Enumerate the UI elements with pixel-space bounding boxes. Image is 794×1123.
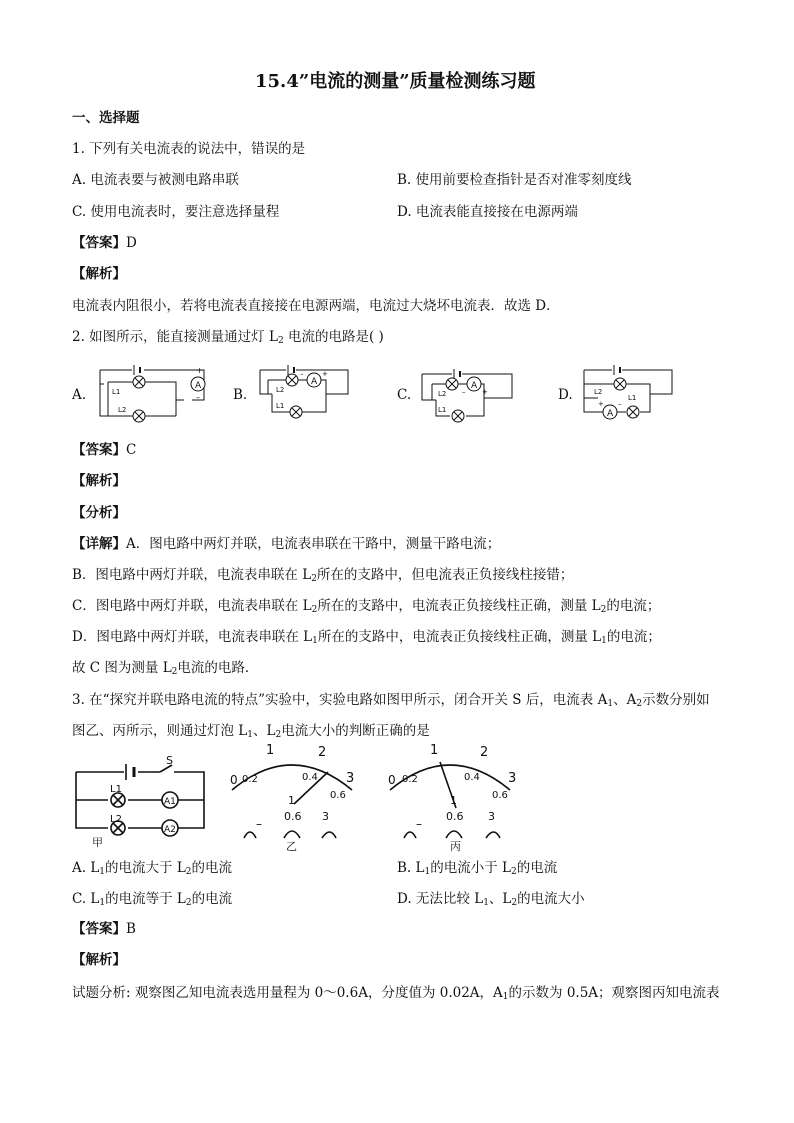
detail-text: 电流的电路． [177, 660, 259, 676]
q1-analysis-label: 【解析】 [72, 266, 126, 282]
ammeter-icon [467, 377, 481, 391]
subscript: 2 [185, 898, 192, 908]
terminal-plus-label: + [482, 388, 488, 396]
detail-text: 的电流； [606, 598, 661, 614]
q1-analysis: 电流表内阻很小，若将电流表直接接在电源两端，电流过大烧坏电流表．故选 D． [72, 298, 560, 314]
scale-label: 2 [318, 745, 327, 760]
scale-label: 3 [346, 771, 355, 786]
option-text: 的电流 [191, 891, 233, 907]
answer-label: 【答案】 [72, 442, 126, 458]
lamp-icon [446, 378, 458, 390]
subscript: 2 [275, 730, 282, 740]
q1-option-c: C. 使用电流表时，要注意选择量程 [72, 204, 280, 220]
q1-option-d: D. 电流表能直接接在电源两端 [397, 204, 578, 220]
lamp-icon [290, 406, 302, 418]
q3-stem-text: 、L [253, 723, 276, 739]
ammeter-label: A [311, 377, 318, 387]
q3-stem-text: 图乙、丙所示，则通过灯泡 L [72, 723, 248, 739]
lamp-icon [614, 378, 626, 390]
circuit-diagram-d [580, 360, 680, 426]
terminal-plus-label: + [196, 366, 203, 375]
ammeter-label: A [195, 381, 202, 391]
subscript: 1 [312, 636, 318, 646]
lamp-l2-label: L2 [110, 814, 122, 825]
q3-stem-text: 3. 在“探究并联电路电流的特点”实验中，实验电路如图甲所示，闭合开关 S 后，电流表 A [72, 692, 608, 708]
lamp-l2-label: L2 [438, 390, 447, 398]
q2-option-a-label: A. [72, 387, 87, 403]
detail-text: B．图电路中两灯并联，电流表串联在 L [72, 567, 312, 583]
scale-label: 1 [266, 743, 275, 758]
q3-analysis-label: 【解析】 [72, 952, 126, 968]
figure-yi-caption: 乙 [286, 840, 297, 853]
subscript: 1 [424, 867, 431, 877]
ammeter-icon [603, 405, 617, 419]
q2-fenxi-label: 【分析】 [72, 505, 126, 521]
scale-label: 0.6 [330, 790, 346, 801]
subscript: 2 [600, 605, 607, 615]
lamp-l1-label: L1 [628, 394, 637, 402]
q3-option-a [72, 859, 232, 877]
subscript: 2 [636, 699, 643, 709]
answer-value: B [126, 921, 136, 937]
section-heading: 一、选择题 [72, 110, 140, 126]
q3-stem-line1 [72, 691, 710, 709]
scale-label: 1 [450, 794, 457, 807]
terminal-plus-label: + [598, 400, 604, 408]
q1-option-a: A. 电流表要与被测电路串联 [72, 172, 239, 188]
circuit-diagram-b [256, 360, 356, 426]
scale-label: 1 [288, 794, 295, 807]
terminal-3-label: 3 [488, 810, 495, 823]
ammeter-dial-yi [222, 742, 362, 854]
q3-stem-text: 、A [613, 692, 637, 708]
terminal-minus-label: – [256, 817, 262, 831]
scale-label: 3 [508, 771, 517, 786]
q2-option-c-label: C. [397, 387, 412, 403]
lamp-icon [133, 410, 145, 422]
terminal-minus-label: – [416, 817, 422, 831]
ammeter-icon [307, 373, 321, 387]
q2-stem-text: 2. 如图所示，能直接测量通过灯 L [72, 329, 278, 345]
lamp-icon [133, 376, 145, 388]
figure-bing-caption: 丙 [450, 840, 461, 853]
lamp-l1-label: L1 [110, 784, 122, 795]
q2-analysis-label: 【解析】 [72, 473, 126, 489]
option-text: 的电流 [191, 860, 233, 876]
subscript: 2 [510, 867, 517, 877]
scale-label: 0.2 [242, 774, 258, 785]
q2-option-d-label: D. [558, 387, 573, 403]
detail-text: 的电流； [606, 629, 661, 645]
terminal-3-label: 3 [322, 810, 329, 823]
lamp-l1-label: L1 [276, 402, 285, 410]
ammeter-icon [162, 792, 178, 808]
q2-detail-c [72, 597, 660, 615]
terminal-minus-label: – [196, 393, 200, 402]
lamp-l2-label: L2 [594, 388, 603, 396]
lamp-icon [627, 406, 639, 418]
lamp-icon [111, 793, 125, 807]
option-text: 的电流大小 [517, 891, 585, 907]
scale-label: 0.4 [302, 772, 318, 783]
terminal-minus-label: – [462, 388, 466, 396]
subscript: 1 [99, 898, 106, 908]
q3-answer [72, 920, 136, 938]
analysis-text: 的示数为 0.5A；观察图丙知电流表 [508, 985, 720, 1001]
lamp-icon [452, 410, 464, 422]
switch-label: S [166, 754, 173, 767]
detail-text: D．图电路中两灯并联，电流表串联在 L [72, 629, 313, 645]
q3-stem-line2 [72, 722, 430, 740]
answer-label: 【答案】 [72, 921, 126, 937]
lamp-l1-label: L1 [438, 406, 447, 414]
figure-jia-caption: 甲 [92, 836, 103, 848]
subscript: 2 [311, 605, 318, 615]
q3-stem-text: 电流大小的判断正确的是 [281, 723, 430, 739]
ammeter-a2-label: A2 [164, 825, 176, 835]
option-text: 的电流 [516, 860, 558, 876]
q3-option-b [397, 859, 557, 877]
subscript: 1 [502, 992, 509, 1002]
detail-text: 所在的支路中，但电流表正负接线柱接错； [316, 567, 574, 583]
q3-stem-text: 示数分别如 [642, 692, 710, 708]
q2-conclusion [72, 659, 258, 677]
option-text: 的电流大于 L [105, 860, 186, 876]
subscript: 2 [511, 898, 518, 908]
subscript: 1 [247, 730, 253, 740]
option-text: 、L [488, 891, 512, 907]
terminal-0-6-label: 0.6 [446, 810, 464, 823]
subscript: 1 [483, 898, 489, 908]
terminal-0-6-label: 0.6 [284, 810, 302, 823]
detail-text: 所在的支路中，电流表正负接线柱正确，测量 L [317, 629, 602, 645]
answer-value: C [126, 442, 137, 458]
q2-stem [72, 328, 384, 346]
terminal-minus-label: – [618, 400, 622, 408]
answer-label: 【答案】 [72, 235, 126, 251]
ammeter-dial-bing [380, 742, 520, 854]
q2-answer [72, 441, 136, 459]
option-text: 的电流小于 L [430, 860, 511, 876]
analysis-text: 试题分析: 观察图乙知电流表选用量程为 0～0.6A，分度值为 0.02A，A [72, 985, 503, 1001]
detail-label: 【详解】 [72, 536, 126, 552]
detail-text: C．图电路中两灯并联，电流表串联在 L [72, 598, 312, 614]
subscript: 2 [171, 667, 178, 677]
detail-text: A．图电路中两灯并联，电流表串联在干路中，测量干路电流； [126, 536, 501, 552]
subscript: 2 [277, 336, 284, 346]
q1-answer [72, 234, 137, 252]
ammeter-a1-label: A1 [164, 797, 176, 807]
circuit-diagram-c [418, 360, 518, 426]
q3-analysis [72, 984, 720, 1002]
scale-label: 2 [480, 745, 489, 760]
q2-stem-text-end: 电流的电路是( ) [283, 329, 384, 345]
lamp-l1-label: L1 [112, 388, 121, 396]
q1-stem: 1. 下列有关电流表的说法中，错误的是 [72, 141, 306, 157]
q2-detail-b [72, 566, 573, 584]
option-text: D. 无法比较 L [397, 891, 484, 907]
circuit-diagram-a [96, 360, 208, 426]
scale-label: 0 [388, 773, 396, 787]
subscript: 1 [601, 636, 607, 646]
scale-label: 0 [230, 773, 238, 787]
q2-detail-a [72, 535, 500, 553]
terminal-minus-label: – [300, 370, 304, 378]
terminal-plus-label: + [322, 370, 328, 378]
lamp-icon [286, 374, 298, 386]
option-text: A. L [72, 860, 100, 876]
ammeter-icon [191, 377, 205, 391]
scale-label: 0.4 [464, 772, 480, 783]
lamp-l2-label: L2 [118, 406, 127, 414]
scale-label: 1 [430, 743, 439, 758]
scale-label: 0.2 [402, 774, 418, 785]
q3-option-d [397, 890, 585, 908]
option-text: B. L [397, 860, 425, 876]
answer-value: D [126, 235, 137, 251]
ammeter-label: A [607, 409, 614, 419]
subscript: 2 [311, 574, 317, 584]
circuit-figure-jia [70, 752, 210, 848]
ammeter-icon [162, 820, 178, 836]
subscript: 2 [185, 867, 192, 877]
q3-option-c [72, 890, 232, 908]
q1-option-b: B. 使用前要检查指针是否对准零刻度线 [397, 172, 632, 188]
q2-option-b-label: B. [233, 387, 248, 403]
detail-text: 故 C 图为测量 L [72, 660, 172, 676]
scale-label: 0.6 [492, 790, 508, 801]
q2-detail-d [72, 628, 661, 646]
option-text: 的电流等于 L [105, 891, 186, 907]
page-title: 15.4”电流的测量”质量检测练习题 [255, 71, 536, 92]
detail-text: 所在的支路中，电流表正负接线柱正确，测量 L [317, 598, 601, 614]
option-text: C. L [72, 891, 100, 907]
lamp-l2-label: L2 [276, 386, 285, 394]
subscript: 1 [607, 699, 614, 709]
ammeter-label: A [471, 381, 478, 391]
subscript: 1 [99, 867, 106, 877]
